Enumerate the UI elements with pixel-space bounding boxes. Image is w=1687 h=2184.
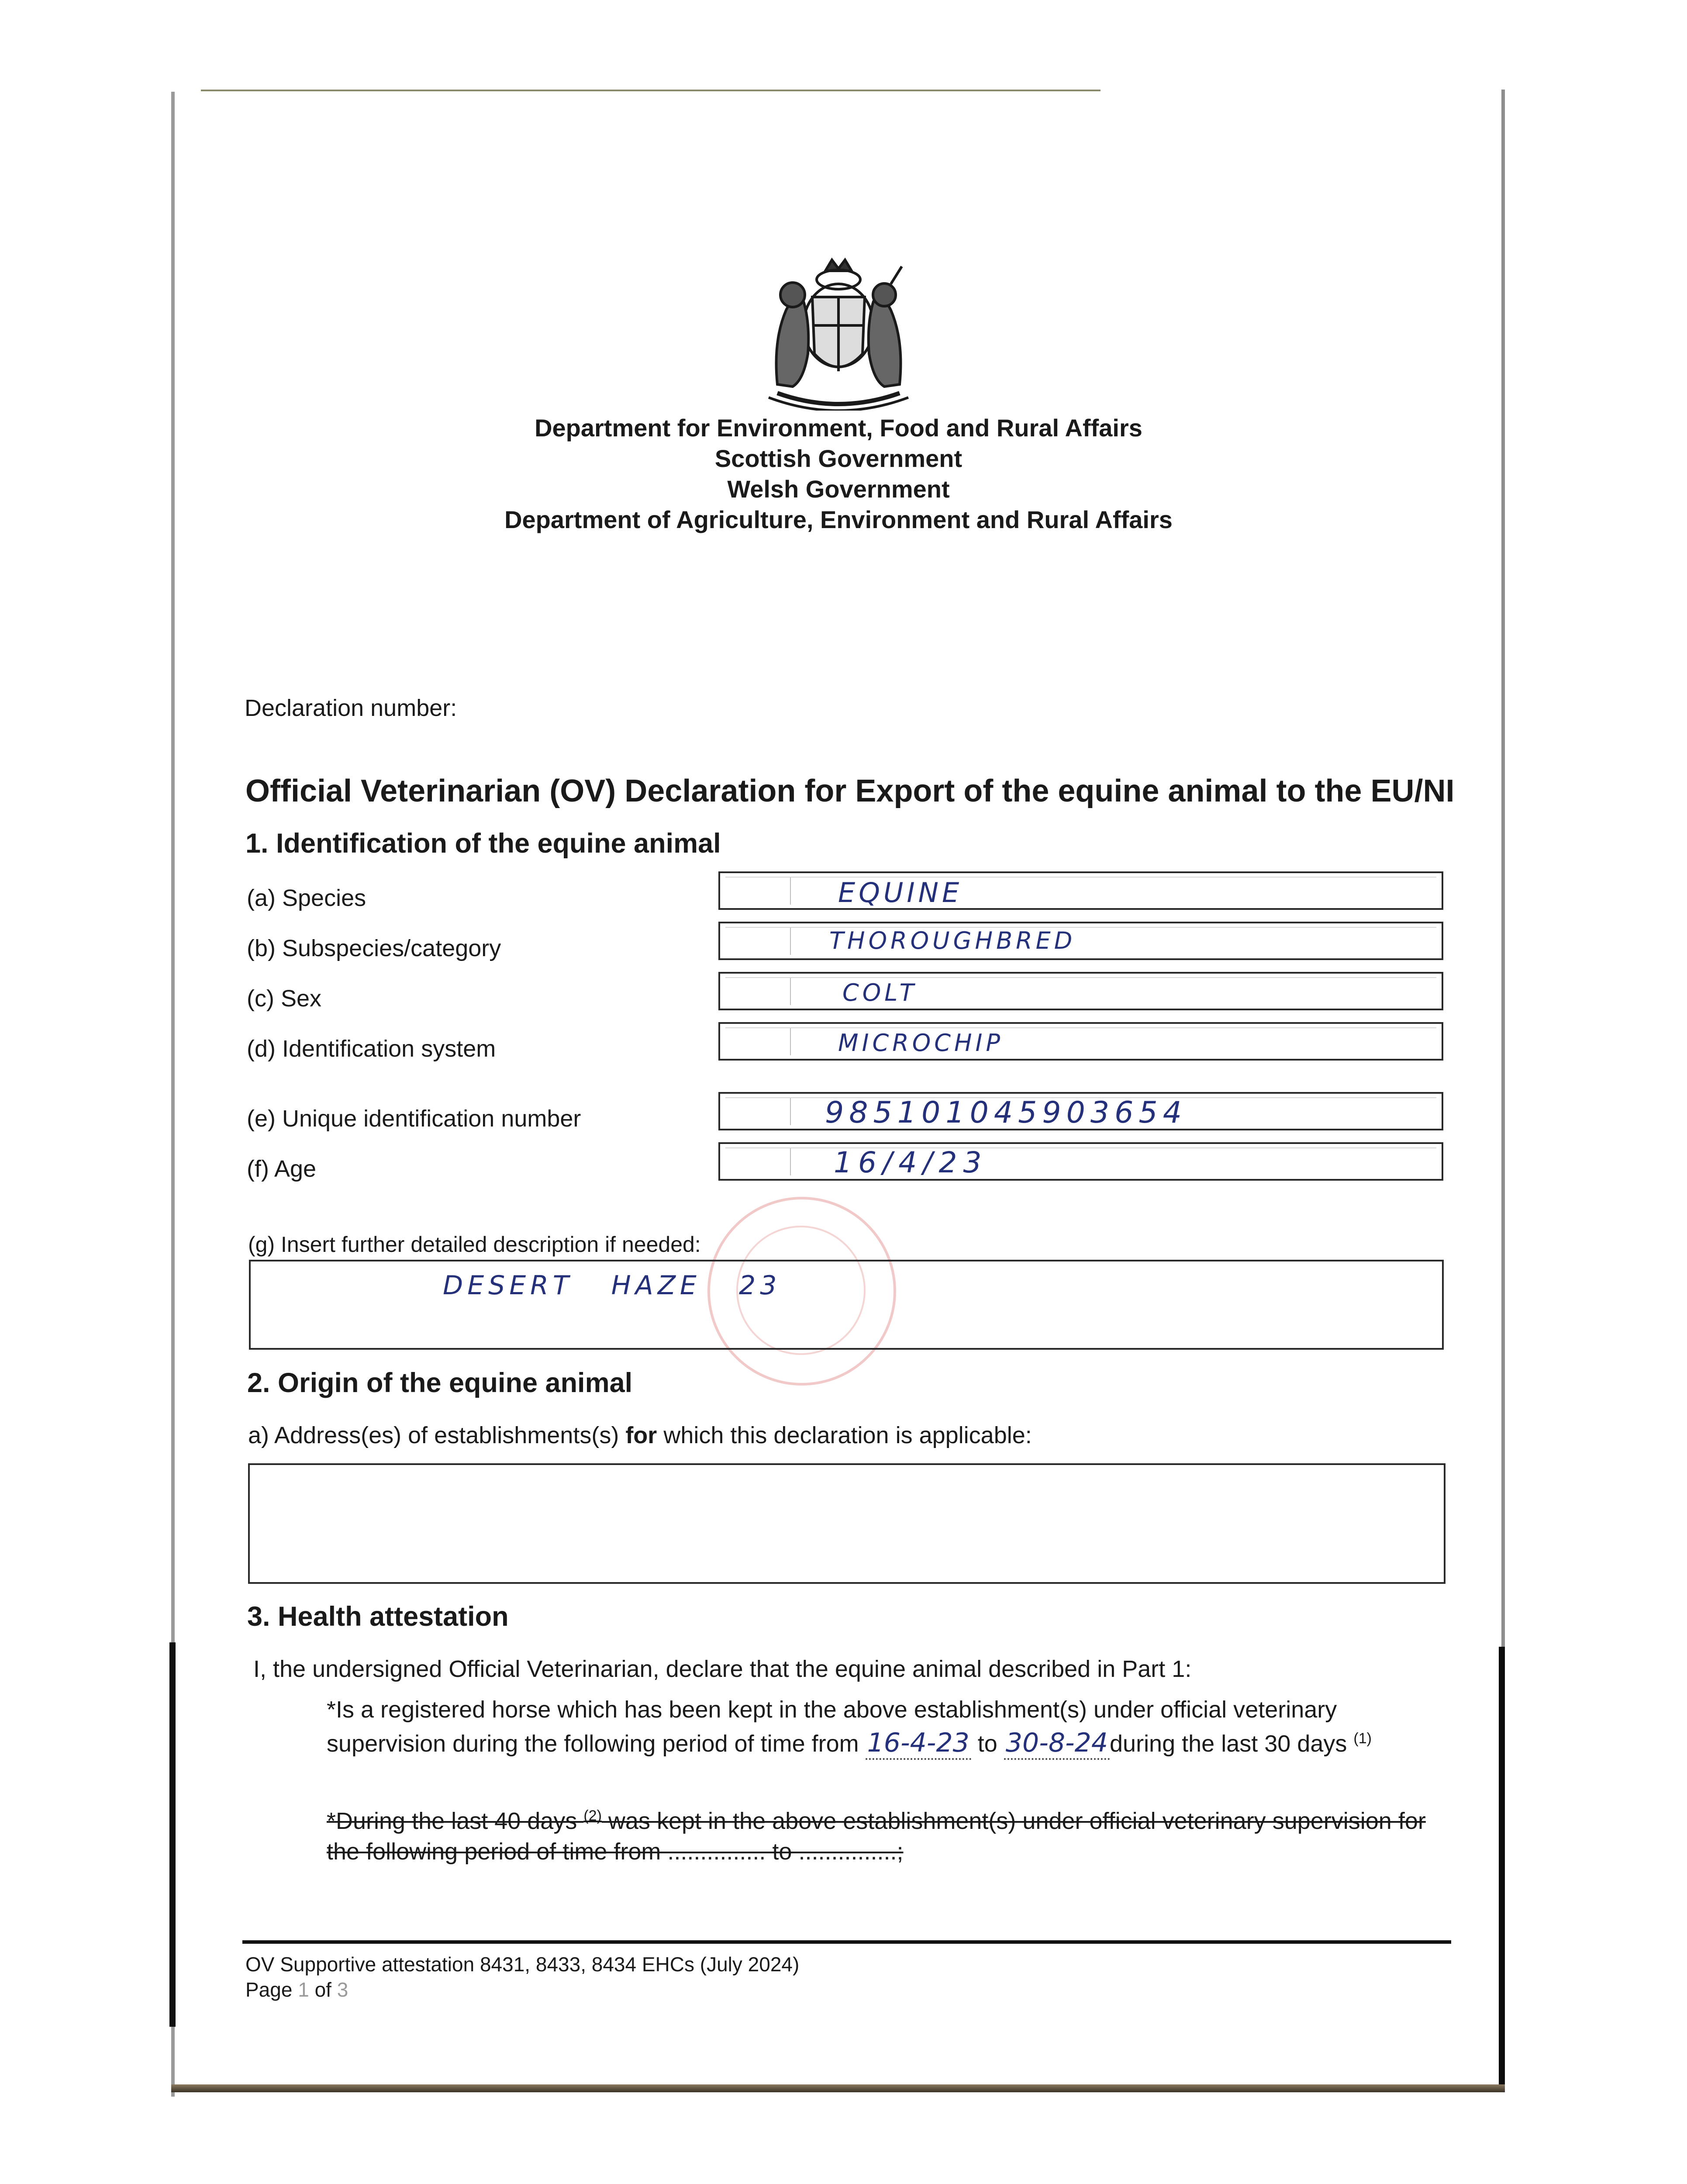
field-label-sex: (c) Sex xyxy=(247,985,322,1012)
age-field[interactable] xyxy=(718,1142,1443,1181)
unique-id-field[interactable] xyxy=(718,1092,1443,1130)
departments-header xyxy=(393,413,1284,535)
attestation-1-text: to xyxy=(971,1731,1004,1757)
page-word: Page xyxy=(245,1978,298,2001)
footnote-ref: (2) xyxy=(583,1807,602,1824)
section-2-heading: 2. Origin of the equine animal xyxy=(247,1368,633,1398)
field-tick xyxy=(790,978,791,1005)
scan-edge-top xyxy=(201,90,1101,91)
field-guide-line xyxy=(725,1147,1436,1148)
address-label-bold: for xyxy=(625,1422,657,1448)
section-3-heading: 3. Health attestation xyxy=(247,1601,509,1632)
attestation-1-text: during the last 30 days xyxy=(1110,1731,1354,1757)
subspecies-field[interactable] xyxy=(718,922,1443,960)
address-label-text: a) Address(es) of establishments(s) xyxy=(248,1422,626,1448)
field-label-subspecies: (b) Subspecies/category xyxy=(247,935,501,961)
field-label-age: (f) Age xyxy=(247,1156,317,1182)
address-field[interactable] xyxy=(248,1463,1446,1584)
identification-system-value: MICROCHIP xyxy=(838,1029,1004,1057)
department-name: Welsh Government xyxy=(727,475,950,503)
attestation-2-line-1 xyxy=(327,1807,1426,1835)
field-label-unique-id: (e) Unique identification number xyxy=(247,1106,581,1132)
description-field[interactable] xyxy=(249,1260,1444,1350)
department-name: Department of Agriculture, Environment and Rural Affairs xyxy=(504,506,1173,533)
sex-value: COLT xyxy=(842,979,918,1006)
field-guide-line xyxy=(725,1027,1436,1028)
address-label xyxy=(248,1422,1032,1449)
attestation-1-line-2 xyxy=(327,1728,1372,1758)
period-from-field[interactable]: 16-4-23 xyxy=(866,1728,971,1760)
description-value: DESERT HAZE 23 xyxy=(443,1270,781,1301)
field-tick xyxy=(790,1028,791,1055)
section-1-heading: 1. Identification of the equine animal xyxy=(245,828,721,859)
attestation-2-text: *During the last 40 days xyxy=(327,1808,584,1834)
footnote-ref: (1) xyxy=(1353,1730,1372,1747)
of-word: of xyxy=(309,1978,337,2001)
scan-edge-bottom xyxy=(171,2084,1505,2092)
current-page: 1 xyxy=(298,1978,309,2001)
attestation-2-text: was kept in the above establishment(s) under official veterinary supervision for xyxy=(601,1808,1426,1834)
species-field[interactable] xyxy=(718,871,1443,910)
field-label-species: (a) Species xyxy=(247,885,366,911)
field-tick xyxy=(790,1098,791,1125)
species-value: EQUINE xyxy=(838,877,963,909)
footer-divider xyxy=(242,1940,1451,1944)
scan-shadow-right xyxy=(1499,1647,1505,2092)
period-to-field[interactable]: 30-8-24 xyxy=(1004,1728,1110,1760)
attestation-1-text: supervision during the following period of time from xyxy=(327,1731,866,1757)
scan-shadow-left xyxy=(169,1642,176,2027)
footer-reference: OV Supportive attestation 8431, 8433, 8434 EHCs (July 2024) xyxy=(245,1953,800,1976)
total-pages: 3 xyxy=(337,1978,348,2001)
declaration-number-label: Declaration number: xyxy=(245,695,457,721)
identification-system-field[interactable] xyxy=(718,1022,1443,1061)
field-label-identification-system: (d) Identification system xyxy=(247,1036,496,1062)
attestation-1-line-1: *Is a registered horse which has been kept in the above establishment(s) under official veterinary xyxy=(327,1697,1337,1723)
royal-coat-of-arms-icon xyxy=(751,253,926,411)
description-label: (g) Insert further detailed description if needed: xyxy=(248,1232,701,1257)
sex-field[interactable] xyxy=(718,972,1443,1010)
attestation-2-line-2: the following period of time from ............... to ...............; xyxy=(327,1838,904,1865)
department-name: Scottish Government xyxy=(714,445,963,472)
subspecies-value: THOROUGHBRED xyxy=(829,927,1076,954)
page-indicator xyxy=(245,1978,348,2001)
unique-id-value: 985101045903654 xyxy=(825,1095,1187,1130)
address-label-text: which this declaration is applicable: xyxy=(657,1422,1032,1448)
field-tick xyxy=(790,878,791,905)
field-guide-line xyxy=(725,877,1436,878)
department-name: Department for Environment, Food and Rural Affairs xyxy=(535,414,1142,442)
health-intro: I, the undersigned Official Veterinarian, declare that the equine animal described in Part 1: xyxy=(253,1656,1192,1682)
field-guide-line xyxy=(725,977,1436,978)
field-tick xyxy=(790,928,791,955)
document-title: Official Veterinarian (OV) Declaration for Export of the equine animal to the EU/NI xyxy=(245,774,1455,809)
field-tick xyxy=(790,1148,791,1175)
age-value: 16/4/23 xyxy=(834,1146,988,1179)
